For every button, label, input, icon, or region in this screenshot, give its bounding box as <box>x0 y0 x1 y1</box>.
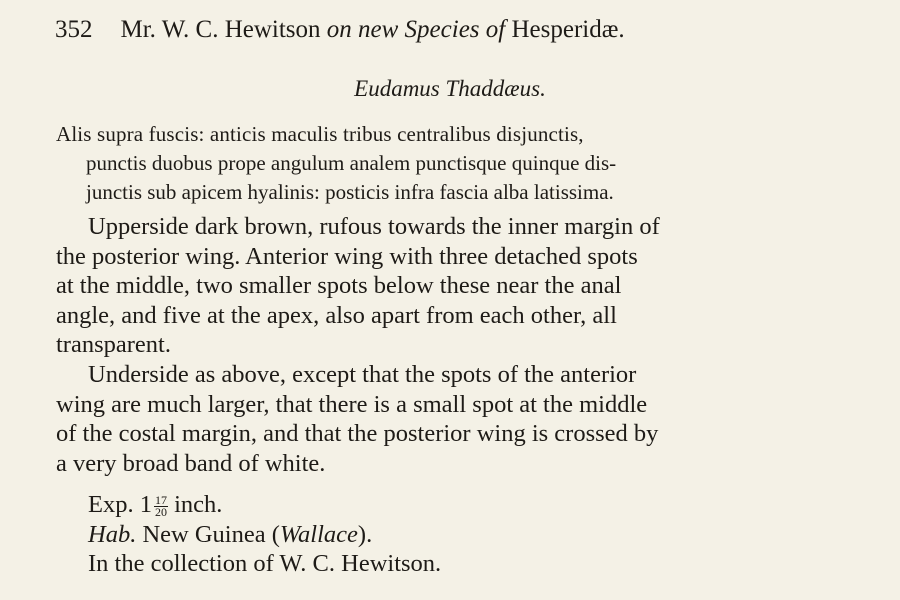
english-description <box>56 212 846 478</box>
page-number: 352 <box>55 16 93 43</box>
latin-line: junctis sub apicem hyalinis: posticis infra fascia alba latissima. <box>86 180 614 204</box>
underside-line: wing are much larger, that there is a small spot at the middle <box>56 390 648 418</box>
expanse-fraction <box>154 495 168 518</box>
expanse-line <box>88 490 441 520</box>
underside-line: a very broad band of white. <box>56 449 326 477</box>
habitat-place: New Guinea ( <box>142 520 280 548</box>
upperside-line: angle, and five at the apex, also apart from each other, all <box>56 301 617 329</box>
species-title: Eudamus Thaddæus. <box>354 76 546 101</box>
running-header <box>55 16 625 44</box>
upperside-line: the posterior wing. Anterior wing with three detached spots <box>56 242 638 270</box>
upperside-line: transparent. <box>56 331 171 359</box>
specimen-details <box>88 490 441 579</box>
header-connector: on new Species of <box>326 16 506 43</box>
habitat-collector: Wallace <box>279 520 358 548</box>
underside-line: of the costal margin, and that the posterior wing is crossed by <box>56 420 659 448</box>
habitat-close: ). <box>357 520 373 548</box>
fraction-numerator: 17 <box>154 493 167 507</box>
expanse-unit: inch. <box>174 491 223 518</box>
header-family: Hesperidæ. <box>511 16 625 43</box>
habitat-line <box>88 520 441 550</box>
collection-line: In the collection of W. C. Hewitson. <box>88 550 442 577</box>
latin-description <box>56 120 846 207</box>
habitat-label: Hab. <box>88 520 137 548</box>
header-author: Mr. W. C. Hewitson <box>120 16 321 43</box>
upperside-line: Upperside dark brown, rufous towards the inner margin of <box>88 213 660 240</box>
latin-line: punctis duobus prope angulum analem punctisque quinque dis- <box>86 151 617 175</box>
expanse-label: Exp. 1 <box>88 491 152 518</box>
underside-line: Underside as above, except that the spots of the anterior <box>88 360 637 388</box>
upperside-line: at the middle, two smaller spots below these near the anal <box>56 272 622 300</box>
fraction-denominator: 20 <box>154 505 167 519</box>
latin-line: Alis supra fuscis: anticis maculis tribus centralibus disjunctis, <box>56 122 584 146</box>
